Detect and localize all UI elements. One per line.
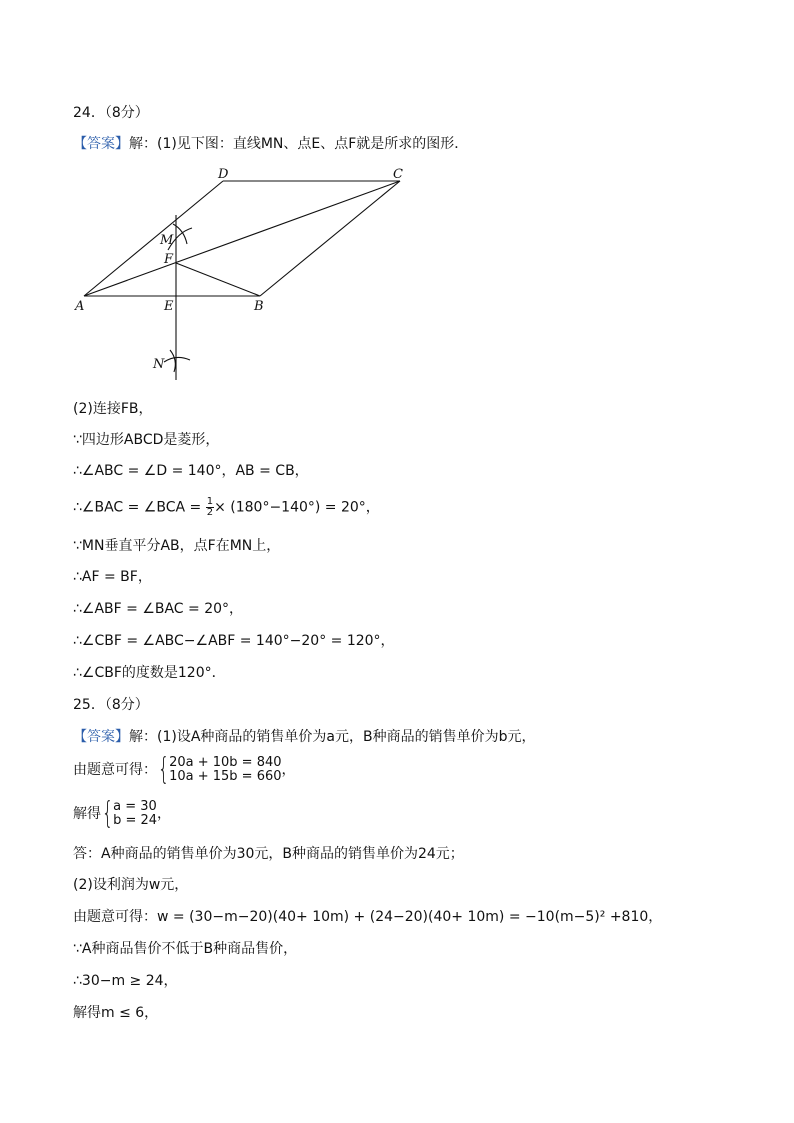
q25-header: 25．（8分）	[73, 697, 149, 713]
q24-answer-line-1	[73, 135, 468, 153]
q25-answer-line-1	[73, 728, 535, 746]
q24-line-8: ∴∠ABF = ∠BAC = 20°，	[73, 601, 244, 617]
label-M: M	[160, 233, 174, 248]
q24-header: 24．（8分）	[73, 105, 149, 121]
left-brace: {	[101, 796, 114, 831]
label-F: F	[164, 252, 174, 267]
q25-line-8: ∴30−m ≥ 24，	[73, 973, 178, 989]
q24-line-7: ∴AF = BF，	[73, 569, 152, 585]
equation-2: 10a + 15b = 660	[169, 769, 282, 784]
q24-line-5	[73, 497, 380, 518]
equation-1: 20a + 10b = 840	[169, 755, 282, 770]
fraction-one-half	[206, 497, 214, 518]
q25-line-9: 解得m ≤ 6，	[73, 1005, 159, 1021]
q25-equation-system	[73, 752, 296, 787]
fraction-denominator: 2	[206, 507, 214, 518]
solution-b: b = 24	[113, 813, 158, 828]
label-E: E	[164, 299, 174, 314]
q25-part1-text: 解：(1)设A种商品的销售单价为a元，B种商品的销售单价为b元，	[129, 729, 536, 745]
q25-line-4: 答：A种商品的销售单价为30元，B种商品的销售单价为24元；	[73, 846, 464, 862]
segment-FB	[176, 263, 260, 296]
q24-line-6: ∵MN垂直平分AB，点F在MN上，	[73, 538, 281, 554]
q25-system-pre: 由题意可得：	[73, 762, 157, 778]
q25-line-6: 由题意可得：w = (30−m−20)(40+ 10m) + (24−20)(40+ 10m) = −10(m−5)² +810，	[73, 909, 663, 925]
q25-solution-system	[73, 796, 172, 831]
arc-mark-N-2	[170, 350, 175, 372]
solution-equations	[113, 800, 157, 828]
q25-solution-post: ，	[157, 806, 172, 822]
q24-line-9: ∴∠CBF = ∠ABC−∠ABF = 140°−20° = 120°，	[73, 633, 395, 649]
q24-line-3: ∵四边形ABCD是菱形，	[73, 432, 220, 448]
q25-line-5: (2)设利润为w元，	[73, 877, 189, 893]
label-N: N	[153, 357, 165, 372]
q24-part1-text: 解：(1)见下图：直线MN、点E、点F就是所求的图形．	[129, 136, 469, 152]
arc-mark-N	[164, 357, 190, 362]
label-D: D	[218, 167, 229, 182]
q25-system-post: ，	[281, 762, 296, 778]
fraction-numerator: 1	[206, 496, 214, 507]
answer-tag: 【答案】	[73, 136, 129, 152]
answer-tag: 【答案】	[73, 729, 129, 745]
left-brace: {	[157, 752, 170, 787]
label-C: C	[393, 167, 403, 182]
segment-AD	[84, 181, 223, 296]
diagonal-AC	[84, 181, 400, 296]
segment-BC	[260, 181, 400, 296]
q24-line-5-pre: ∴∠BAC = ∠BCA =	[73, 499, 206, 516]
q25-line-7: ∵A种商品售价不低于B种商品售价，	[73, 941, 298, 957]
q24-line-4: ∴∠ABC = ∠D = 140°，AB = CB，	[73, 463, 309, 479]
label-B: B	[254, 299, 264, 314]
system-equations	[169, 756, 281, 784]
rhombus-construction-figure	[60, 160, 420, 385]
q24-line-2: (2)连接FB，	[73, 401, 153, 417]
q24-line-5-post: × (180°−140°) = 20°，	[214, 499, 380, 516]
solution-a: a = 30	[113, 799, 157, 814]
label-A: A	[75, 299, 85, 314]
q24-line-10: ∴∠CBF的度数是120°．	[73, 665, 226, 681]
q25-solution-pre: 解得	[73, 806, 101, 822]
